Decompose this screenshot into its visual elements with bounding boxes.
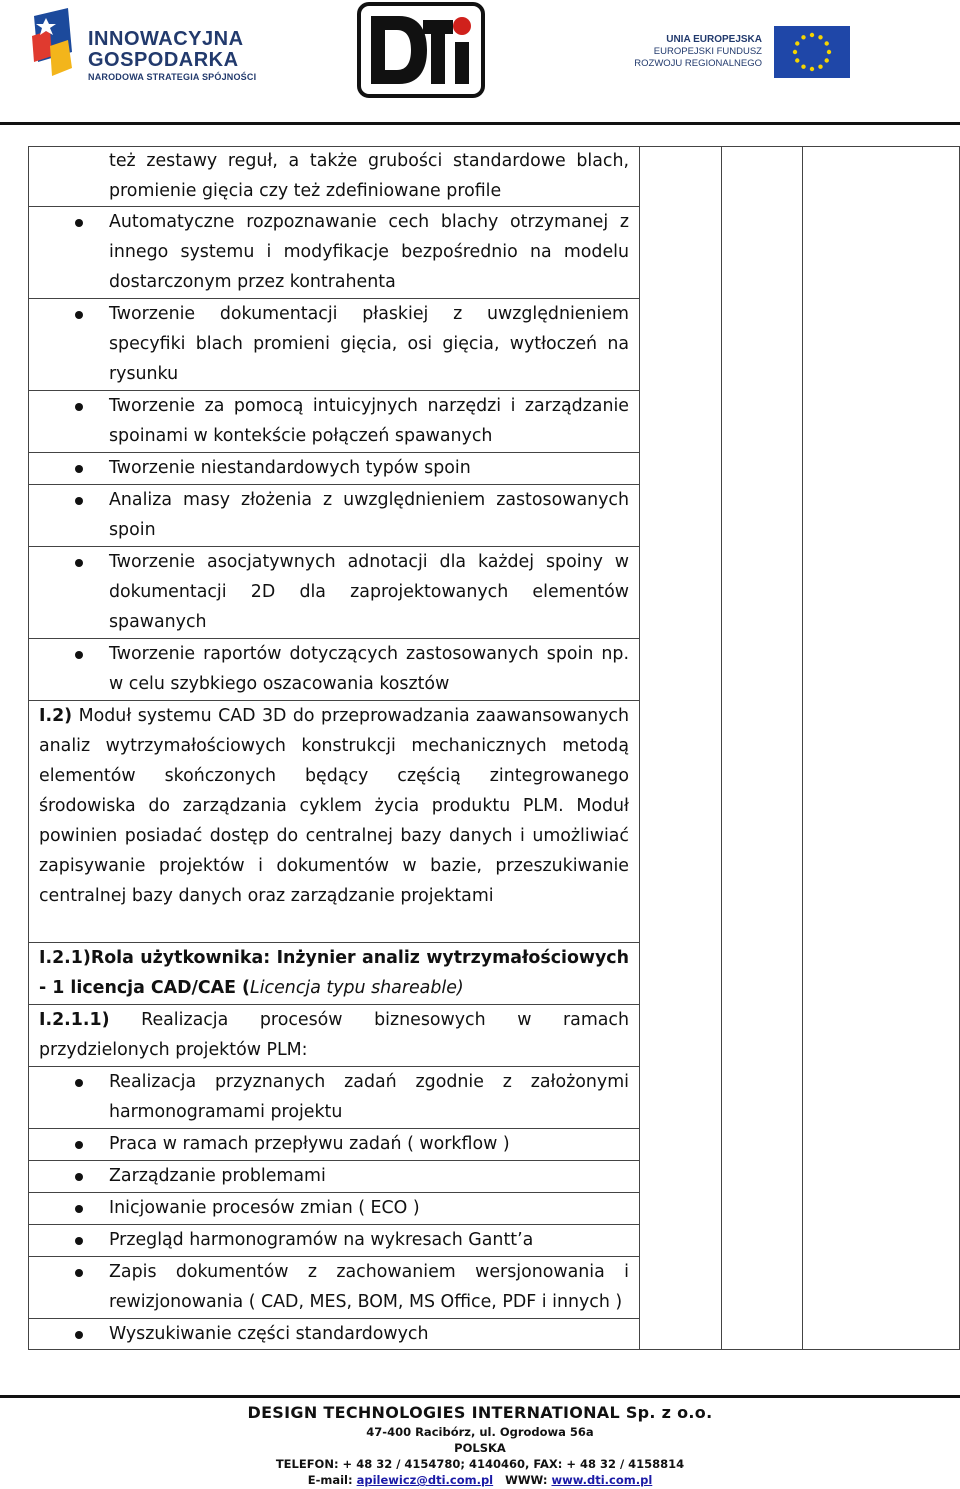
eu-star-icon	[810, 67, 814, 71]
column-divider-3	[802, 146, 803, 1350]
list-item-text: Tworzenie asocjatywnych adnotacji dla każdej spoiny w dokumentacji 2D dla zaprojektowanych elementów spawanych	[109, 552, 629, 632]
list-item	[28, 207, 640, 298]
bullet-icon	[75, 559, 83, 567]
eu-star-icon	[827, 50, 831, 54]
bullet-icon	[75, 465, 83, 473]
list-item	[28, 1129, 640, 1160]
role-italic: Licencja typu shareable)	[250, 978, 464, 998]
eu-star-icon	[795, 41, 799, 45]
list-item	[28, 1257, 640, 1318]
list-item	[28, 391, 640, 452]
process-text	[39, 1005, 629, 1065]
footer-www-label: WWW:	[505, 1473, 548, 1487]
list-item	[28, 453, 640, 484]
eu-star-icon	[793, 50, 797, 54]
footer-company: DESIGN TECHNOLOGIES INTERNATIONAL Sp. z o.o.	[247, 1403, 713, 1422]
bullet-icon	[75, 1079, 83, 1087]
eu-line3: ROZWOJU REGIONALNEGO	[634, 58, 762, 69]
bullet-icon	[75, 1331, 83, 1339]
innowacyjna-gospodarka-logo	[28, 6, 268, 86]
eu-star-icon	[810, 33, 814, 37]
bullet-icon	[75, 1141, 83, 1149]
page-footer	[200, 1402, 760, 1488]
eu-flag-icon	[774, 26, 850, 78]
list-item	[28, 1161, 640, 1192]
eu-star-icon	[795, 58, 799, 62]
module-label: I.2)	[39, 706, 73, 726]
column-divider-2	[721, 146, 722, 1350]
footer-email-link[interactable]: apilewicz@dti.com.pl	[356, 1473, 494, 1487]
eu-star-icon	[818, 35, 822, 39]
eu-star-icon	[825, 41, 829, 45]
footer-phone: TELEFON: + 48 32 / 4154780; 4140460, FAX: + 48 32 / 4158814	[275, 1457, 685, 1471]
list-item	[28, 547, 640, 638]
list-item-text: Przegląd harmonogramów na wykresach Gantt’a	[109, 1230, 534, 1250]
ig-line3: NARODOWA STRATEGIA SPÓJNOŚCI	[88, 72, 257, 82]
role-text	[39, 943, 629, 1003]
bullet-icon	[75, 1205, 83, 1213]
list-item-text: Wyszukiwanie części standardowych	[109, 1324, 429, 1344]
list-item-text: Praca w ramach przepływu zadań ( workflow )	[109, 1134, 510, 1154]
footer-address: 47-400 Racibórz, ul. Ogrodowa 56a	[366, 1425, 594, 1439]
role-heading	[28, 943, 640, 1004]
footer-divider	[0, 1395, 960, 1398]
process-heading	[28, 1005, 640, 1066]
list-item	[28, 1225, 640, 1256]
list-item-text: Tworzenie niestandardowych typów spoin	[109, 458, 471, 478]
module-text	[39, 701, 629, 911]
list-item	[28, 1319, 640, 1350]
list-item-text: też zestawy reguł, a także grubości standardowe blach, promienie gięcia czy też zdefiniowane profile	[109, 151, 629, 201]
eu-text	[626, 34, 762, 70]
list-item	[28, 1067, 640, 1128]
list-item-text: Tworzenie dokumentacji płaskiej z uwzględnieniem specyfiki blach promieni gięcia, osi gięcia, wytłoczeń na rysunku	[109, 304, 629, 384]
footer-email-label: E-mail:	[307, 1473, 353, 1487]
list-item	[28, 485, 640, 546]
list-item-text: Realizacja przyznanych zadań zgodnie z założonymi harmonogramami projektu	[109, 1072, 629, 1122]
bullet-icon	[75, 1173, 83, 1181]
dti-logo	[357, 2, 485, 98]
list-item-text: Automatyczne rozpoznawanie cech blachy otrzymanej z innego systemu i modyfikacje bezpośrednio na modelu dostarczonym przez kontrahenta	[109, 212, 629, 292]
module-body: Moduł systemu CAD 3D do przeprowadzania zaawansowanych analiz wytrzymałościowych konstrukcji mechanicznych metodą elementów skończonych będący częścią zintegrowanego środowiska do zarządzania cyklem życia produktu PLM. Moduł powinien posiadać dostęp do centralnej bazy danych i umożliwiać zapisywanie projektów i dokumentów w bazie, przeszukiwanie centralnej bazy danych oraz zarządzanie projektami	[39, 706, 629, 906]
list-item-text: Zarządzanie problemami	[109, 1166, 326, 1186]
process-body: Realizacja procesów biznesowych w ramach przydzielonych projektów PLM:	[39, 1010, 629, 1060]
list-item	[28, 1193, 640, 1224]
ig-line1: INNOWACYJNA	[88, 28, 244, 50]
eu-line2: EUROPEJSKI FUNDUSZ	[653, 46, 762, 57]
footer-country: POLSKA	[454, 1441, 506, 1455]
eu-fund-logo	[626, 22, 852, 82]
list-item	[28, 639, 640, 700]
header-divider	[0, 122, 960, 125]
bullet-icon	[75, 651, 83, 659]
bullet-icon	[75, 403, 83, 411]
ig-emblem-icon	[28, 6, 76, 80]
eu-star-icon	[801, 35, 805, 39]
bullet-icon	[75, 1237, 83, 1245]
role-bold: I.2.1)Rola użytkownika: Inżynier analiz wytrzymałościowych - 1 licencja CAD/CAE (	[39, 948, 629, 998]
dti-logo-mark	[357, 2, 485, 98]
list-item-text: Tworzenie raportów dotyczących zastosowanych spoin np. w celu szybkiego oszacowania kosztów	[109, 644, 629, 694]
footer-contact	[200, 1472, 760, 1488]
list-item-text: Zapis dokumentów z zachowaniem wersjonowania i rewizjonowania ( CAD, MES, BOM, MS Office, PDF i innych )	[109, 1262, 629, 1312]
eu-line1: UNIA EUROPEJSKA	[666, 34, 762, 45]
eu-star-icon	[825, 58, 829, 62]
ig-text	[88, 28, 256, 84]
bullet-icon	[75, 219, 83, 227]
list-item-text: Analiza masy złożenia z uwzględnieniem zastosowanych spoin	[109, 490, 629, 540]
list-item-text: Inicjowanie procesów zmian ( ECO )	[109, 1198, 420, 1218]
footer-www-link[interactable]: www.dti.com.pl	[551, 1473, 653, 1487]
eu-star-icon	[801, 65, 805, 69]
ig-line2: GOSPODARKA	[88, 49, 239, 71]
specification-table	[28, 146, 960, 1350]
list-item	[28, 146, 640, 206]
list-item-text: Tworzenie za pomocą intuicyjnych narzędzi i zarządzanie spoinami w kontekście połączeń spawanych	[109, 396, 629, 446]
bullet-icon	[75, 497, 83, 505]
bullet-icon	[75, 1269, 83, 1277]
page-header	[0, 0, 960, 126]
eu-star-icon	[818, 65, 822, 69]
process-label: I.2.1.1)	[39, 1010, 110, 1030]
module-description	[28, 701, 640, 942]
bullet-icon	[75, 311, 83, 319]
list-item	[28, 299, 640, 390]
